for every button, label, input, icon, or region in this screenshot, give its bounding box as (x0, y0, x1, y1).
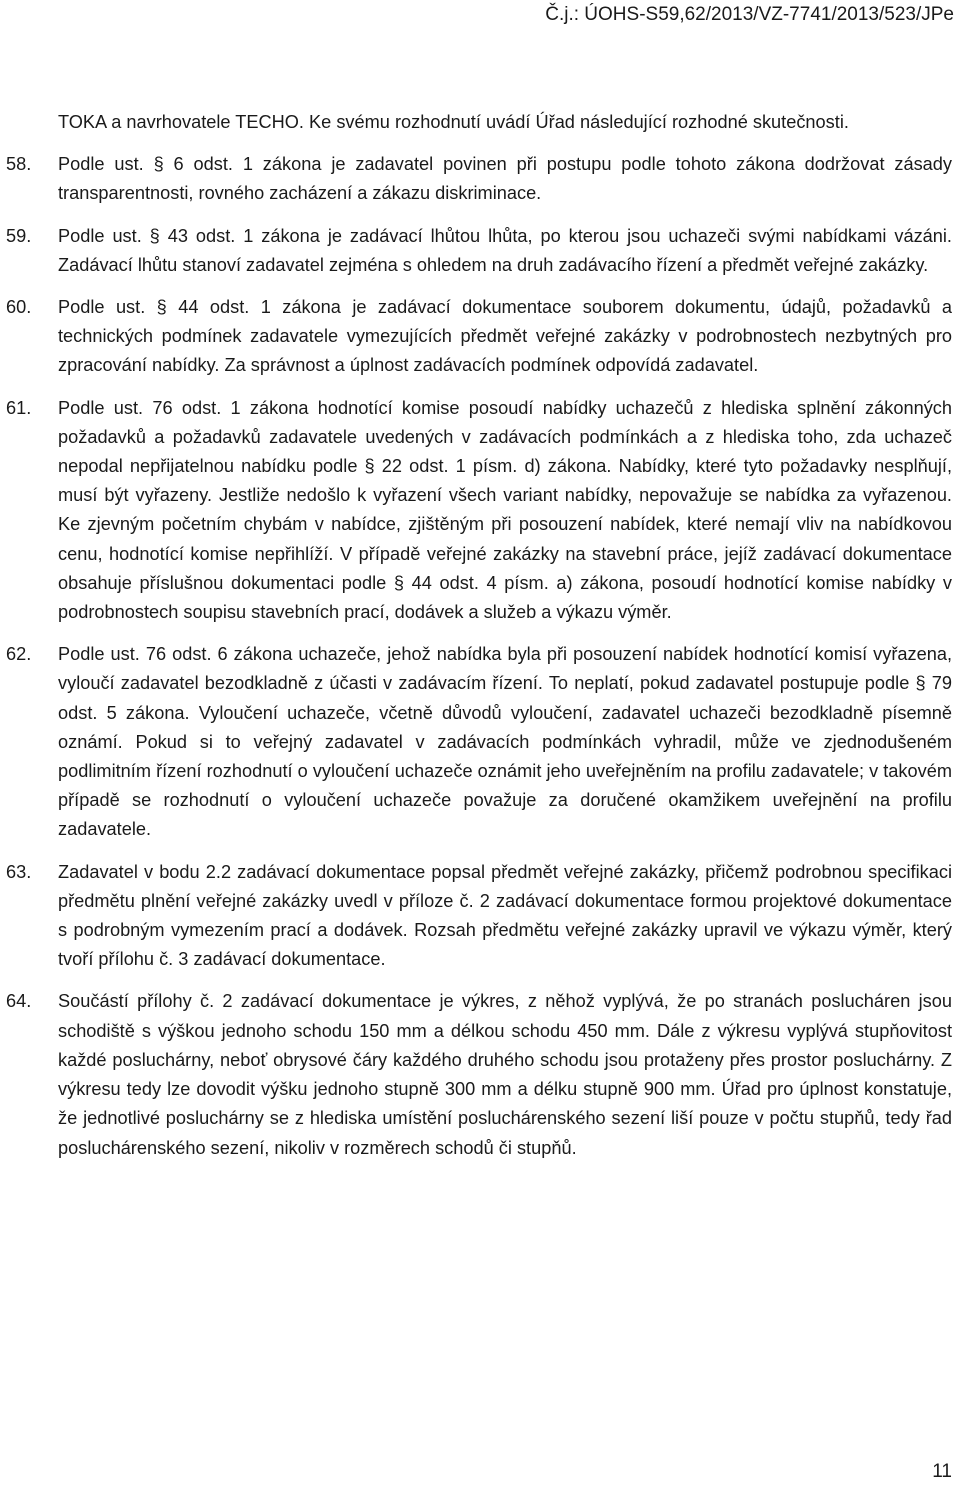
paragraph-number: 61. (6, 397, 32, 418)
document-body (6, 108, 952, 1163)
paragraph-number: 62. (6, 644, 32, 665)
page-number: 11 (932, 1461, 952, 1482)
paragraph-64 (6, 987, 952, 1162)
paragraph-text: Podle ust. 76 odst. 6 zákona uchazeče, jehož nabídka byla při posouzení nabídek hodnotící komisí vyřazena, vyloučí zadavatel bezodkladně z účasti v zadávacím řízení. To neplatí, pokud zadavatel postupuje podle § 79 odst. 5 zákona. Vyloučení uchazeče, včetně důvodů vyloučení, zadavatel uchazeči bezodkladně písemně oznámí. Pokud si to veřejný zadavatel v zadávacích podmínkách vyhradil, může ve zjednodušeném podlimitním řízení rozhodnutí o vyloučení uchazeče oznámit jeho uveřejněním na profilu zadavatele; v takovém případě se rozhodnutí o vyloučení uchazeče považuje za doručené okamžikem uveřejnění na profilu zadavatele. (58, 644, 952, 840)
paragraph-number: 60. (6, 297, 32, 318)
paragraph-63 (6, 858, 952, 975)
paragraph-number: 63. (6, 861, 32, 882)
document-reference: Č.j.: ÚOHS-S59,62/2013/VZ-7741/2013/523/JPe (545, 4, 954, 25)
paragraph-number: 58. (6, 154, 32, 175)
paragraph-text: Zadavatel v bodu 2.2 zadávací dokumentace popsal předmět veřejné zakázky, přičemž podrobnou specifikaci předmětu plnění veřejné zakázky uvedl v příloze č. 2 zadávací dokumentace formou projektové dokumentace s podrobným vymezením prací a dodávek. Rozsah předmětu veřejné zakázky upravil ve výkazu výměr, který tvoří přílohu č. 3 zadávací dokumentace. (58, 861, 952, 970)
paragraph-61 (6, 394, 952, 628)
paragraph-text: TOKA a navrhovatele TECHO. Ke svému rozhodnutí uvádí Úřad následující rozhodné skutečnosti. (58, 112, 849, 132)
paragraph-text: Podle ust. § 44 odst. 1 zákona je zadávací dokumentace souborem dokumentu, údajů, požadavků a technických podmínek zadavatele vymezujících předmět veřejné zakázky v podrobnostech nezbytných pro zpracování nabídky. Za správnost a úplnost zadávacích podmínek odpovídá zadavatel. (58, 297, 952, 376)
paragraph-text: Podle ust. 76 odst. 1 zákona hodnotící komise posoudí nabídky uchazečů z hlediska splnění zákonných požadavků a požadavků zadavatele uvedených v zadávacích podmínkách a z hlediska toho, zda uchazeč nepodal nepřijatelnou nabídku podle § 22 odst. 1 písm. d) zákona. Nabídky, které tyto požadavky nesplňují, musí být vyřazeny. Jestliže nedošlo k vyřazení všech variant nabídky, nepovažuje se nabídka za vyřazenou. Ke zjevným početním chybám v nabídce, zjištěným při posouzení nabídek, které nemají vliv na nabídkovou cenu, hodnotící komise nepřihlíží. V případě veřejné zakázky na stavební práce, jejíž zadávací dokumentace obsahuje příslušnou dokumentaci podle § 44 odst. 4 písm. a) zákona, posoudí hodnotící komise nabídky v podrobnostech soupisu stavebních prací, dodávek a služeb a výkazu výměr. (58, 397, 952, 623)
paragraph-62 (6, 640, 952, 844)
paragraph-60 (6, 293, 952, 381)
paragraph-text: Podle ust. § 43 odst. 1 zákona je zadávací lhůtou lhůta, po kterou jsou uchazeči svými nabídkami vázáni. Zadávací lhůtu stanoví zadavatel zejména s ohledem na druh zadávacího řízení a předmět veřejné zakázky. (58, 225, 952, 275)
paragraph-continuation (58, 108, 952, 137)
paragraph-number: 59. (6, 225, 32, 246)
paragraph-58 (6, 150, 952, 208)
paragraph-number: 64. (6, 991, 32, 1012)
paragraph-text: Podle ust. § 6 odst. 1 zákona je zadavatel povinen při postupu podle tohoto zákona dodržovat zásady transparentnosti, rovného zacházení a zákazu diskriminace. (58, 154, 952, 204)
paragraph-text: Součástí přílohy č. 2 zadávací dokumentace je výkres, z něhož vyplývá, že po stranách poslucháren jsou schodiště s výškou jednoho schodu 150 mm a délkou schodu 450 mm. Dále z výkresu vyplývá stupňovitost každé posluchárny, neboť obrysové čáry každého druhého schodu jsou protaženy přes prostor posluchárny. Z výkresu tedy lze dovodit výšku jednoho stupně 300 mm a délku stupně 900 mm. Úřad pro úplnost konstatuje, že jednotlivé posluchárny se z hlediska umístění posluchárenského sezení liší pouze v počtu stupňů, tedy řad posluchárenského sezení, nikoliv v rozměrech schodů či stupňů. (58, 991, 952, 1158)
paragraph-59 (6, 222, 952, 280)
